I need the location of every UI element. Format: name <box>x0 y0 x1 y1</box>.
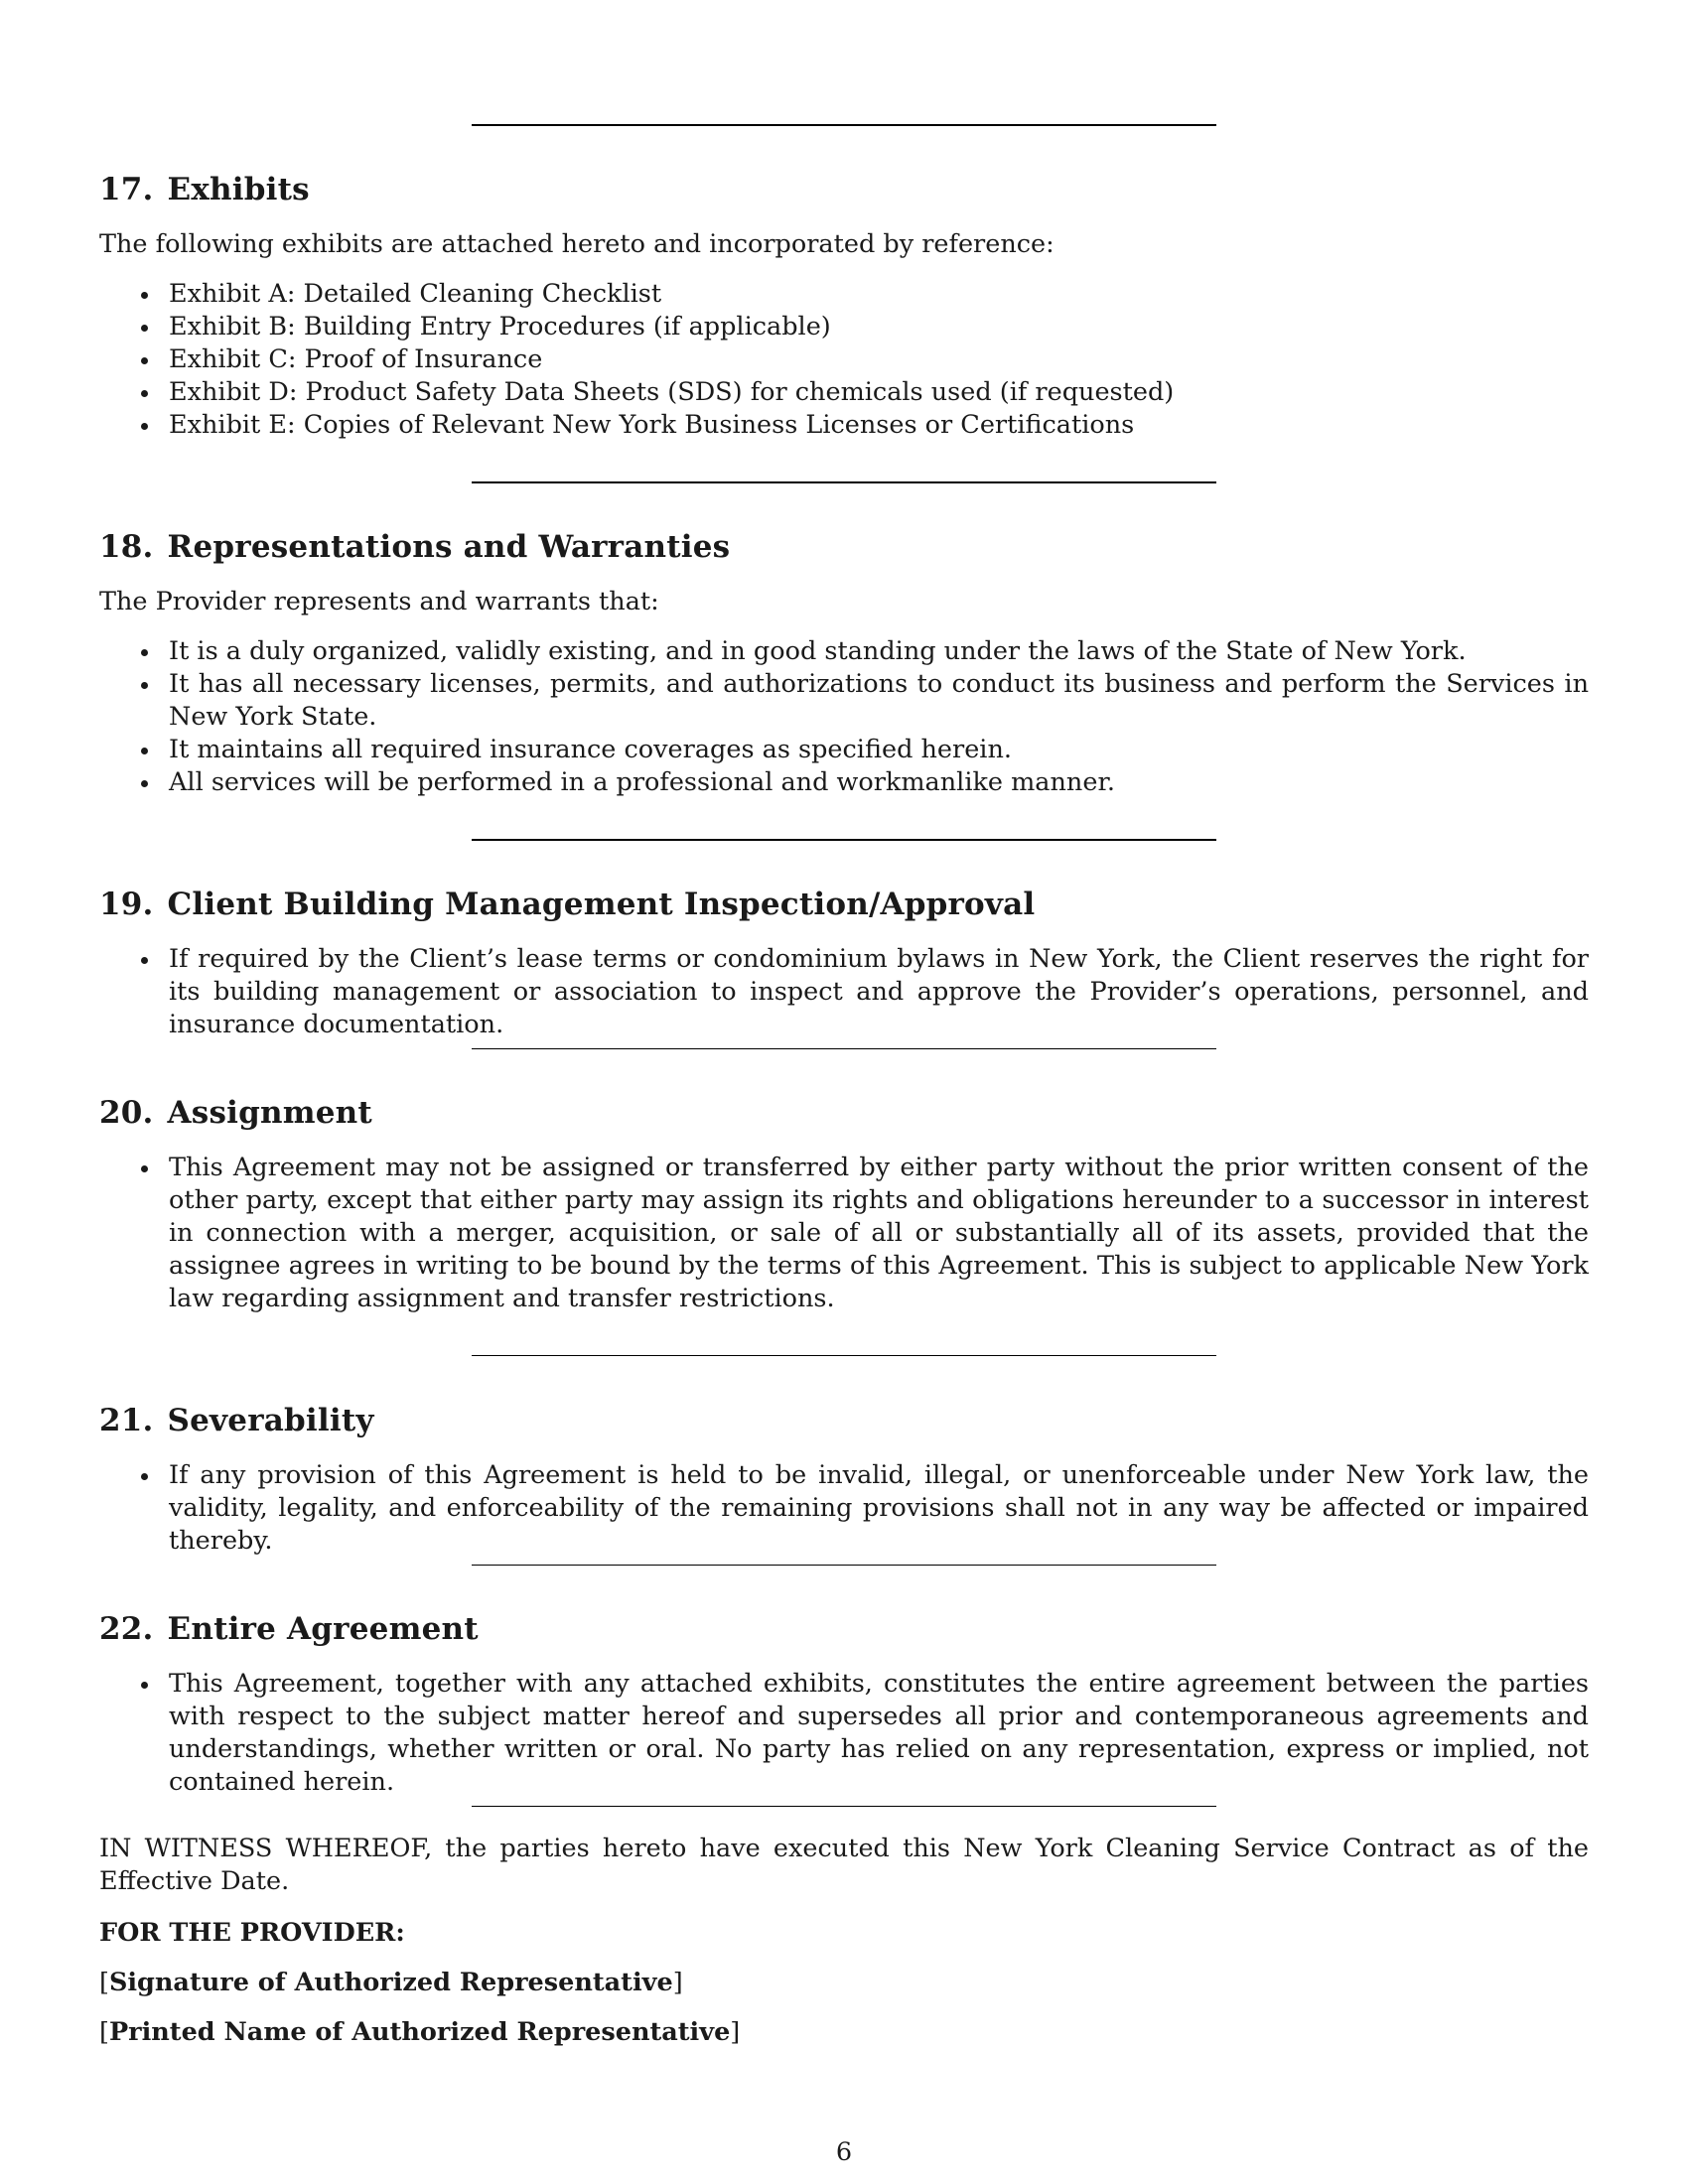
section-intro: The Provider represents and warrants that: <box>99 587 659 616</box>
section-divider <box>472 839 1216 841</box>
list-item: It has all necessary licenses, permits, and authorizations to conduct its business and perform the Services in New York State. <box>99 668 1589 734</box>
section-intro: The following exhibits are attached hereto and incorporated by reference: <box>99 229 1055 259</box>
assignment-list <box>99 1152 1589 1315</box>
document-page <box>99 0 1589 2184</box>
list-item: Exhibit B: Building Entry Procedures (if applicable) <box>99 311 1589 343</box>
inspection-list <box>99 943 1589 1041</box>
section-divider <box>472 1355 1216 1356</box>
list-item: Exhibit C: Proof of Insurance <box>99 343 1589 376</box>
list-item: If any provision of this Agreement is held to be invalid, illegal, or unenforceable under New York law, the validity, legality, and enforceability of the remaining provisions shall not in any way be affected or impaired thereby. <box>99 1459 1589 1558</box>
list-item: All services will be performed in a professional and workmanlike manner. <box>99 766 1589 799</box>
section-divider <box>472 1806 1216 1807</box>
section-heading-severability: 21. Severability <box>99 1403 374 1438</box>
list-item: If required by the Client’s lease terms or condominium bylaws in New York, the Client reserves the right for its building management or association to inspect and approve the Provider’s operations, personnel, and insurance documentation. <box>99 943 1589 1041</box>
list-item: It is a duly organized, validly existing, and in good standing under the laws of the State of New York. <box>99 635 1589 668</box>
section-heading-assignment: 20. Assignment <box>99 1095 372 1131</box>
printed-name-line: [Printed Name of Authorized Representative] <box>99 2017 741 2047</box>
provider-label: FOR THE PROVIDER: <box>99 1918 405 1948</box>
list-item: It maintains all required insurance coverages as specified herein. <box>99 734 1589 766</box>
exhibits-list <box>99 278 1589 442</box>
list-item: This Agreement, together with any attached exhibits, constitutes the entire agreement between the parties with respect to the subject matter hereof and supersedes all prior and contemporaneous agreements and understandings, whether written or oral. No party has relied on any representation, express or implied, not contained herein. <box>99 1668 1589 1799</box>
warranties-list <box>99 635 1589 799</box>
list-item: Exhibit A: Detailed Cleaning Checklist <box>99 278 1589 311</box>
section-heading-exhibits: 17. Exhibits <box>99 172 310 207</box>
page-number: 6 <box>835 2137 853 2167</box>
section-divider <box>472 481 1216 483</box>
witness-clause: IN WITNESS WHEREOF, the parties hereto have executed this New York Cleaning Service Contract as of the Effective Date. <box>99 1834 1589 1896</box>
section-heading-inspection: 19. Client Building Management Inspection/Approval <box>99 887 1036 922</box>
entire-agreement-list <box>99 1668 1589 1799</box>
section-heading-entire-agreement: 22. Entire Agreement <box>99 1611 479 1647</box>
section-divider <box>472 1048 1216 1049</box>
severability-list <box>99 1459 1589 1558</box>
list-item: Exhibit E: Copies of Relevant New York Business Licenses or Certifications <box>99 409 1589 442</box>
signature-line: [Signature of Authorized Representative] <box>99 1968 683 1997</box>
list-item: This Agreement may not be assigned or transferred by either party without the prior written consent of the other party, except that either party may assign its rights and obligations hereunder to a successor in interest in connection with a merger, acquisition, or sale of all or substantially all of its assets, provided that the assignee agrees in writing to be bound by the terms of this Agreement. This is subject to applicable New York law regarding assignment and transfer restrictions. <box>99 1152 1589 1315</box>
section-heading-representations: 18. Representations and Warranties <box>99 529 731 565</box>
list-item: Exhibit D: Product Safety Data Sheets (SDS) for chemicals used (if requested) <box>99 376 1589 409</box>
section-divider <box>472 1565 1216 1566</box>
section-divider <box>472 124 1216 126</box>
